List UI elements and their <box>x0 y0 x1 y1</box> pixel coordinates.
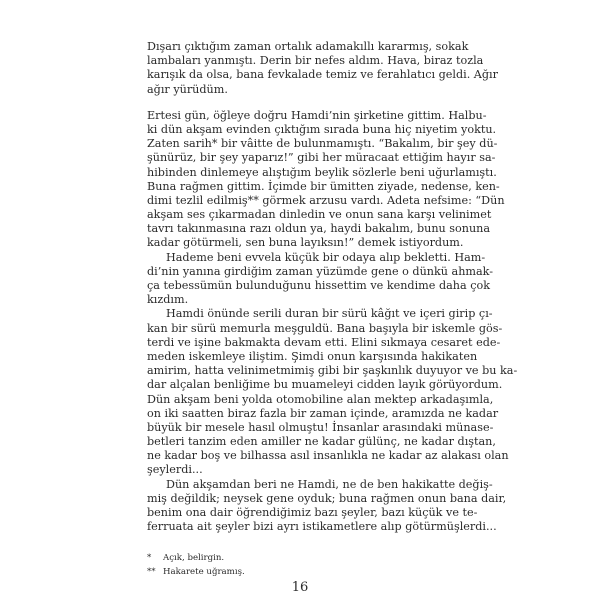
footnote-text: Hakarete uğramış. <box>163 567 245 577</box>
text-line: ki dün akşam evinden çıktığım sırada buna hiç niyetim yoktu. <box>147 122 497 136</box>
text-line: Dışarı çıktığım zaman ortalık adamakıllı kararmış, sokak <box>147 40 469 53</box>
text-line: di’nin yanına girdiğim zaman yüzümde gene o dünkü ahmak- <box>147 264 494 278</box>
text-line: Zaten sarih* bir vâitte de bulunmamıştı. “Bakalım, bir şey dü- <box>147 137 498 151</box>
text-line: ferruata ait şeyler bizi ayrı istikametlere alıp götürmüşlerdi... <box>147 520 497 534</box>
footnote-marker: ** <box>147 567 156 577</box>
text-line: şünürüz, bir şey yaparız!” gibi her müracaat ettiğim hayır sa- <box>147 151 496 165</box>
page-number: 16 <box>291 580 309 595</box>
text-line: terdi ve işine bakmakta devam etti. Elini sıkmaya cesaret ede- <box>147 335 501 349</box>
paragraph <box>147 307 518 477</box>
text-line: kan bir sürü memurla meşguldü. Bana başıyla bir iskemle gös- <box>147 321 503 335</box>
text-line: lambaları yanmıştı. Derin bir nefes aldım. Hava, biraz tozla <box>147 54 484 68</box>
body-text <box>147 40 518 534</box>
text-line: betleri tanzim eden amiller ne kadar gülünç, ne kadar dıştan, <box>147 435 496 449</box>
text-line: büyük bir mesele hasıl olmuştu! İnsanlar arasındaki münase- <box>147 420 494 434</box>
text-line: miş değildik; neysek gene oyduk; buna rağmen onun bana dair, <box>147 491 507 505</box>
text-line: şeylerdi... <box>147 463 203 477</box>
text-line: amirim, hatta velinimetmimiş gibi bir şaşkınlık duyuyor ve bu ka- <box>147 364 518 378</box>
text-line: ça tebessümün bulunduğunu hissettim ve kendime daha çok <box>147 279 490 292</box>
paragraph <box>147 40 498 97</box>
text-line: on iki saatten biraz fazla bir zaman içinde, aramızda ne kadar <box>147 406 499 420</box>
footnote-2 <box>147 566 245 579</box>
text-line: dimi tezlil edilmiş** görmek arzusu vardı. Adeta nefsime: “Dün <box>147 193 505 207</box>
footnote-1 <box>147 552 224 565</box>
text-line: benim ona dair öğrendiğimiz bazı şeyler, bazı küçük ve te- <box>147 506 478 519</box>
text-line: Dün akşam beni yolda otomobiline alan mektep arkadaşımla, <box>147 392 494 406</box>
text-line: kızdım. <box>147 293 189 307</box>
text-line: Buna rağmen gittim. İçimde bir ümitten ziyade, nedense, ken- <box>147 179 500 193</box>
text-line: karışık da olsa, bana fevkalade temiz ve ferahlatıcı geldi. Ağır <box>147 68 498 82</box>
paragraph <box>147 108 505 251</box>
text-line: Hamdi önünde serili duran bir sürü kâğıt ve içeri girip çı- <box>166 307 493 321</box>
footnote-text: Açık, belirgin. <box>163 553 225 563</box>
text-line: Ertesi gün, öğleye doğru Hamdi’nin şirketine gittim. Halbu- <box>147 108 487 122</box>
text-line: Dün akşamdan beri ne Hamdi, ne de ben hakikatte değiş- <box>166 477 493 491</box>
text-line: tavrı takınmasına razı oldun ya, haydi bakalım, bunu sonuna <box>147 222 491 236</box>
text-line: kadar götürmeli, sen buna layıksın!” demek istiyordum. <box>147 236 464 250</box>
text-line: dar alçalan benliğime bu muameleyi cidden layık görüyordum. <box>147 378 503 392</box>
text-line: akşam ses çıkarmadan dinledin ve onun sana karşı velinimet <box>147 208 492 222</box>
text-line: Hademe beni evvela küçük bir odaya alıp bekletti. Ham- <box>166 250 486 264</box>
paragraph <box>147 477 507 535</box>
text-line: hibinden dinlemeye alıştığım beylik sözlerle beni uğurlamıştı. <box>147 165 497 179</box>
text-line: meden iskemleye iliştim. Şimdi onun karşısında hakikaten <box>147 349 478 363</box>
text-line: ağır yürüdüm. <box>147 82 228 96</box>
text-line: ne kadar boş ve bilhassa asıl insanlıkla ne kadar az alakası olan <box>147 449 509 463</box>
paragraph <box>147 250 494 308</box>
paragraph-gap <box>147 97 453 109</box>
footnote-marker: * <box>147 553 152 563</box>
